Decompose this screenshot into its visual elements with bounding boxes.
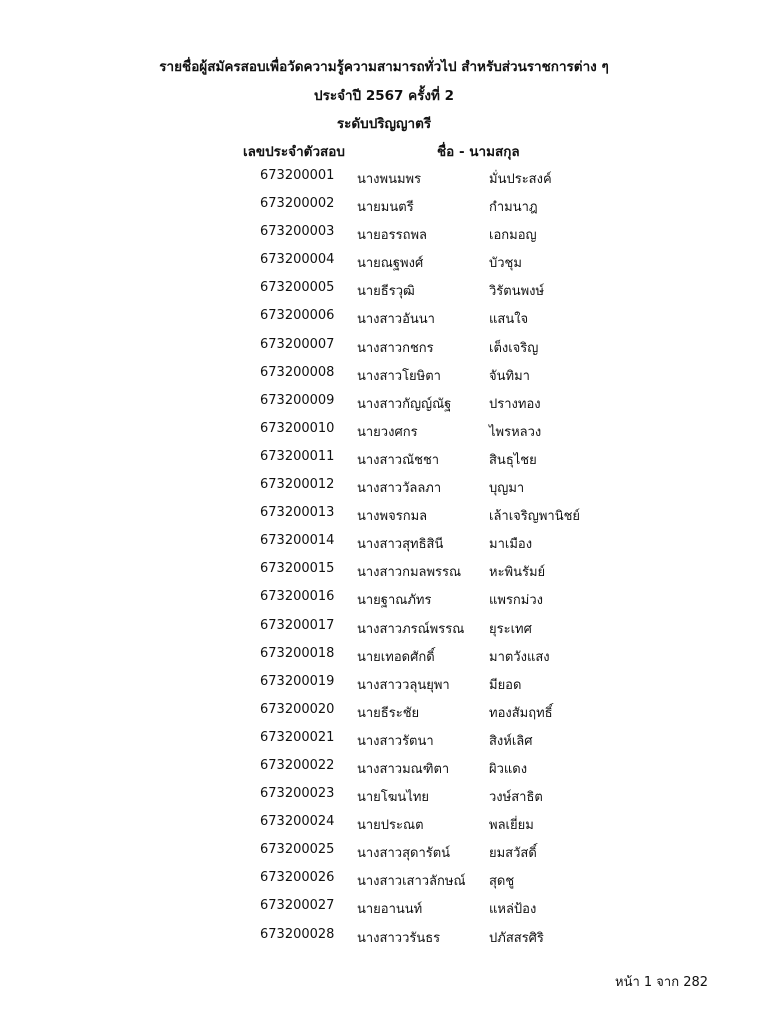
list-item bbox=[0, 756, 768, 784]
list-item bbox=[0, 194, 768, 222]
exam-id: 673200001 bbox=[260, 168, 335, 183]
exam-id: 673200016 bbox=[260, 589, 335, 605]
list-item bbox=[0, 559, 768, 587]
list-item bbox=[0, 419, 768, 447]
first-name: นายวงศกร bbox=[357, 424, 418, 440]
list-item bbox=[0, 335, 768, 363]
column-header-full-name: ชื่อ - นามสกุล bbox=[437, 144, 520, 160]
exam-id: 673200007 bbox=[260, 336, 335, 352]
exam-id: 673200002 bbox=[260, 196, 335, 212]
exam-id: 673200021 bbox=[260, 729, 335, 745]
page-number: หน้า 1 จาก 282 bbox=[615, 975, 709, 990]
list-item bbox=[0, 644, 768, 672]
list-item bbox=[0, 166, 768, 194]
list-item bbox=[0, 363, 768, 391]
exam-id: 673200005 bbox=[260, 280, 335, 296]
exam-id: 673200027 bbox=[260, 898, 335, 914]
first-name: นางสาวกัญญ์ณัฐ bbox=[357, 396, 452, 412]
exam-id: 673200023 bbox=[260, 786, 335, 802]
list-item bbox=[0, 840, 768, 868]
first-name: นางสาวสุทธิสินี bbox=[357, 537, 444, 553]
exam-id: 673200006 bbox=[260, 308, 335, 324]
exam-id: 673200008 bbox=[260, 364, 335, 380]
first-name: นางสาววัลลภา bbox=[357, 481, 442, 497]
first-name: นายอรรถพล bbox=[357, 228, 427, 244]
first-name: นางสาวภรณ์พรรณ bbox=[357, 621, 465, 637]
column-header-exam-id: เลขประจำตัวสอบ bbox=[243, 144, 345, 160]
exam-id: 673200018 bbox=[260, 645, 335, 661]
last-name: ผิวแดง bbox=[489, 761, 528, 777]
first-name: นายมนตรี bbox=[357, 200, 414, 216]
last-name: สุดชู bbox=[489, 874, 515, 890]
last-name: วิรัตนพงษ์ bbox=[489, 284, 545, 300]
document-subtitle-level: ระดับปริญญาตรี bbox=[336, 116, 432, 132]
list-item bbox=[0, 447, 768, 475]
last-name: สิงห์เลิศ bbox=[489, 733, 533, 749]
first-name: นายฐาณภัทร bbox=[357, 593, 432, 609]
first-name: นายธีรวุฒิ bbox=[357, 284, 415, 300]
exam-id: 673200024 bbox=[260, 814, 335, 830]
list-item bbox=[0, 868, 768, 896]
last-name: เล้าเจริญพานิชย์ bbox=[489, 509, 581, 525]
first-name: นางสาววรันธร bbox=[357, 930, 441, 946]
list-item bbox=[0, 896, 768, 924]
list-item bbox=[0, 250, 768, 278]
first-name: นางสาวมณฑิตา bbox=[357, 761, 450, 777]
list-item bbox=[0, 587, 768, 615]
exam-id: 673200003 bbox=[260, 224, 335, 240]
last-name: มาตวังแสง bbox=[489, 649, 550, 665]
exam-id: 673200013 bbox=[260, 505, 335, 521]
last-name: แพรกม่วง bbox=[489, 593, 544, 609]
last-name: ทองสัมฤทธิ์ bbox=[489, 705, 553, 721]
last-name: เอกมอญ bbox=[489, 228, 537, 244]
last-name: ไพรหลวง bbox=[489, 424, 542, 440]
exam-id: 673200010 bbox=[260, 420, 335, 436]
last-name: แหล่ป้อง bbox=[489, 902, 537, 918]
last-name: หะพินรัมย์ bbox=[489, 565, 546, 581]
first-name: นางสาวกมลพรรณ bbox=[357, 565, 462, 581]
exam-id: 673200015 bbox=[260, 561, 335, 577]
first-name: นางพนมพร bbox=[357, 172, 422, 187]
list-item bbox=[0, 222, 768, 250]
first-name: นายอานนท์ bbox=[357, 902, 423, 918]
candidate-list bbox=[0, 166, 768, 953]
last-name: พลเยี่ยม bbox=[489, 818, 534, 834]
last-name: บัวชุม bbox=[489, 256, 522, 272]
list-item bbox=[0, 278, 768, 306]
first-name: นางสาววลุนยุพา bbox=[357, 677, 450, 693]
list-item bbox=[0, 503, 768, 531]
list-item bbox=[0, 812, 768, 840]
list-item bbox=[0, 728, 768, 756]
exam-id: 673200014 bbox=[260, 533, 335, 549]
exam-id: 673200004 bbox=[260, 252, 335, 268]
exam-id: 673200022 bbox=[260, 757, 335, 773]
last-name: กำมนาฎ bbox=[489, 200, 538, 216]
list-item bbox=[0, 784, 768, 812]
first-name: นายณฐพงศ์ bbox=[357, 256, 424, 272]
list-item bbox=[0, 700, 768, 728]
last-name: ยมสวัสดิ์ bbox=[489, 846, 537, 862]
exam-id: 673200025 bbox=[260, 842, 335, 858]
last-name: แสนใจ bbox=[489, 312, 529, 328]
first-name: นางสาวรัตนา bbox=[357, 733, 434, 749]
last-name: มาเมือง bbox=[489, 537, 533, 553]
first-name: นายธีระชัย bbox=[357, 705, 420, 721]
first-name: นางสาวกชกร bbox=[357, 340, 434, 356]
exam-id: 673200019 bbox=[260, 673, 335, 689]
last-name: ปภัสสรศิริ bbox=[489, 930, 544, 946]
last-name: มั่นประสงค์ bbox=[489, 172, 552, 187]
first-name: นายเทอดศักดิ์ bbox=[357, 649, 435, 665]
last-name: มียอด bbox=[489, 677, 522, 693]
exam-id: 673200009 bbox=[260, 392, 335, 408]
last-name: วงษ์สาธิต bbox=[489, 790, 543, 806]
list-item bbox=[0, 391, 768, 419]
exam-id: 673200020 bbox=[260, 701, 335, 717]
last-name: บุญมา bbox=[489, 481, 525, 497]
exam-id: 673200011 bbox=[260, 448, 335, 464]
list-item bbox=[0, 306, 768, 334]
exam-id: 673200017 bbox=[260, 617, 335, 633]
first-name: นางสาวเสาวลักษณ์ bbox=[357, 874, 466, 890]
list-item bbox=[0, 531, 768, 559]
last-name: จันทิมา bbox=[489, 368, 530, 384]
first-name: นางสาวโยษิตา bbox=[357, 368, 441, 384]
first-name: นายโฆนไทย bbox=[357, 790, 430, 806]
first-name: นายประณต bbox=[357, 818, 424, 834]
last-name: สินธุไชย bbox=[489, 452, 537, 468]
first-name: นางสาวอันนา bbox=[357, 312, 435, 328]
first-name: นางสาวณัชชา bbox=[357, 452, 440, 468]
last-name: ปรางทอง bbox=[489, 396, 541, 412]
first-name: นางพจรกมล bbox=[357, 509, 428, 525]
first-name: นางสาวสุดารัตน์ bbox=[357, 846, 451, 862]
list-item bbox=[0, 616, 768, 644]
list-item bbox=[0, 672, 768, 700]
list-item bbox=[0, 925, 768, 953]
document-subtitle-year: ประจำปี 2567 ครั้งที่ 2 bbox=[314, 88, 454, 104]
last-name: เต็งเจริญ bbox=[489, 340, 539, 356]
exam-id: 673200012 bbox=[260, 477, 335, 493]
list-item bbox=[0, 475, 768, 503]
exam-id: 673200028 bbox=[260, 926, 335, 942]
exam-id: 673200026 bbox=[260, 870, 335, 886]
last-name: ยุระเทศ bbox=[489, 621, 532, 637]
document-title: รายชื่อผู้สมัครสอบเพื่อวัดความรู้ความสามารถทั่วไป สำหรับส่วนราชการต่าง ๆ bbox=[159, 59, 609, 75]
